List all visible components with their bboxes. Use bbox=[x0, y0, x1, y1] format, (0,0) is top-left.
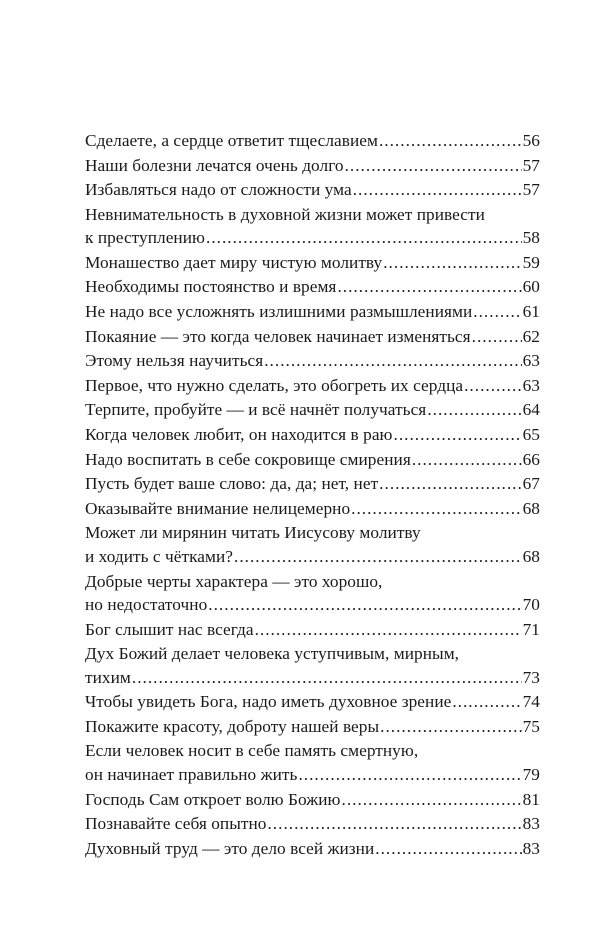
toc-entry-title: Покажите красоту, доброту нашей веры bbox=[85, 716, 380, 736]
toc-entry-title: Оказывайте внимание нелицемерно bbox=[85, 498, 351, 518]
toc-entry bbox=[85, 448, 540, 472]
dot-leader bbox=[132, 666, 522, 690]
dot-leader bbox=[353, 178, 522, 202]
toc-entry-title: Не надо все усложнять излишними размышлениями bbox=[85, 302, 473, 322]
dot-leader bbox=[208, 593, 521, 617]
toc-entry-title: и ходить с чётками? bbox=[85, 546, 233, 566]
toc-entry bbox=[85, 788, 540, 812]
toc-entry-title: Первое, что нужно сделать, это обогреть их сердца bbox=[85, 375, 464, 395]
toc-entry-line bbox=[85, 325, 540, 349]
toc-page-number: 57 bbox=[522, 180, 540, 200]
toc-entry bbox=[85, 349, 540, 373]
toc-page-number: 66 bbox=[522, 449, 540, 469]
dot-leader bbox=[473, 300, 521, 324]
toc-entry-line bbox=[85, 472, 540, 496]
toc-entry-title: Пусть будет ваше слово: да, да; нет, нет bbox=[85, 474, 379, 494]
dot-leader bbox=[255, 618, 522, 642]
toc-entry-title: к преступлению bbox=[85, 228, 205, 248]
dot-leader bbox=[264, 349, 521, 373]
toc-page-number: 68 bbox=[522, 546, 540, 566]
toc-entry-line bbox=[85, 593, 540, 617]
toc-page-number: 61 bbox=[522, 302, 540, 322]
toc-page-number: 83 bbox=[522, 838, 540, 858]
toc-entry-title: Монашество дает миру чистую молитву bbox=[85, 252, 383, 272]
toc-entry bbox=[85, 739, 540, 786]
toc-entry-line bbox=[85, 448, 540, 472]
toc-page-number: 75 bbox=[522, 716, 540, 736]
toc-entry-line bbox=[85, 129, 540, 153]
toc-entry-title: Когда человек любит, он находится в раю bbox=[85, 425, 393, 445]
toc-entry-line bbox=[85, 837, 540, 861]
toc-entry-line bbox=[85, 423, 540, 447]
toc-entry-line bbox=[85, 275, 540, 299]
toc-entry-line bbox=[85, 521, 540, 545]
toc-entry-line bbox=[85, 788, 540, 812]
toc-page-number: 58 bbox=[522, 228, 540, 248]
toc-entry bbox=[85, 251, 540, 275]
toc-entry-title: но недостаточно bbox=[85, 595, 208, 614]
toc-entry-title: Чтобы увидеть Бога, надо иметь духовное зрение bbox=[85, 692, 452, 712]
toc-entry-title: Этому нельзя научиться bbox=[85, 351, 264, 371]
toc-entry bbox=[85, 472, 540, 496]
toc-entry bbox=[85, 154, 540, 178]
toc-entry bbox=[85, 423, 540, 447]
dot-leader bbox=[452, 690, 521, 714]
toc-page-number: 83 bbox=[522, 814, 540, 834]
toc-entry-title: тихим bbox=[85, 667, 131, 687]
toc-entry-line bbox=[85, 642, 540, 666]
toc-page-number: 73 bbox=[522, 667, 540, 687]
toc-entry-line bbox=[85, 398, 540, 422]
toc-entry-line bbox=[85, 690, 540, 714]
dot-leader bbox=[345, 154, 522, 178]
dot-leader bbox=[375, 837, 521, 861]
toc-entry-title: Духовный труд — это дело всей жизни bbox=[85, 838, 375, 858]
toc-entry-line bbox=[85, 715, 540, 739]
toc-entry-title: Бог слышит нас всегда bbox=[85, 619, 254, 639]
toc-page-number: 70 bbox=[522, 595, 540, 614]
dot-leader bbox=[337, 275, 521, 299]
toc-entry bbox=[85, 812, 540, 836]
toc-entry-title: Покаяние — это когда человек начинает изменяться bbox=[85, 326, 471, 346]
toc-page-number: 74 bbox=[522, 692, 540, 712]
toc-entry-title: Наши болезни лечатся очень долго bbox=[85, 155, 344, 175]
toc-entry-line bbox=[85, 251, 540, 275]
dot-leader bbox=[380, 715, 521, 739]
dot-leader bbox=[206, 226, 522, 250]
toc-entry-title: он начинает правильно жить bbox=[85, 764, 298, 784]
toc-page-number: 64 bbox=[522, 400, 540, 420]
toc-entry bbox=[85, 398, 540, 422]
toc-entry bbox=[85, 129, 540, 153]
dot-leader bbox=[351, 497, 521, 521]
dot-leader bbox=[379, 129, 522, 153]
toc-entry-line bbox=[85, 739, 540, 763]
dot-leader bbox=[342, 788, 522, 812]
toc-entry-line bbox=[85, 497, 540, 521]
toc-page-number: 63 bbox=[522, 351, 540, 371]
toc-entry-title: Добрые черты характера — это хорошо, bbox=[85, 571, 383, 591]
toc-entry bbox=[85, 690, 540, 714]
toc-entry bbox=[85, 570, 540, 617]
dot-leader bbox=[412, 448, 522, 472]
toc-entry-line bbox=[85, 300, 540, 324]
toc-entry bbox=[85, 837, 540, 861]
toc-entry-title: Необходимы постоянство и время bbox=[85, 277, 337, 297]
toc-entry bbox=[85, 374, 540, 398]
toc-entry-title: Надо воспитать в себе сокровище смирения bbox=[85, 449, 411, 469]
toc-entry-line bbox=[85, 812, 540, 836]
toc-entry-line bbox=[85, 226, 540, 250]
toc-entry-title: Терпите, пробуйте — и всё начнёт получаться bbox=[85, 400, 427, 420]
toc-entry-line bbox=[85, 203, 540, 227]
toc-entry-title: Избавляться надо от сложности ума bbox=[85, 180, 352, 200]
toc-page-number: 62 bbox=[522, 326, 540, 346]
toc-page-number: 71 bbox=[522, 619, 540, 639]
toc-page-number: 68 bbox=[522, 498, 540, 518]
toc-entry-line bbox=[85, 666, 540, 690]
toc-page-number: 81 bbox=[522, 789, 540, 809]
toc-page-number: 59 bbox=[522, 252, 540, 272]
toc-entry-line bbox=[85, 618, 540, 642]
toc-page-number: 79 bbox=[522, 764, 540, 784]
toc-entry-title: Господь Сам откроет волю Божию bbox=[85, 789, 341, 809]
toc-entry-line bbox=[85, 178, 540, 202]
toc-entry bbox=[85, 715, 540, 739]
toc-entry-line bbox=[85, 570, 540, 594]
dot-leader bbox=[383, 251, 521, 275]
toc-page-number: 56 bbox=[522, 131, 540, 150]
toc-entry-title: Сделаете, а сердце ответит тщеславием bbox=[85, 131, 378, 150]
toc-entry-line bbox=[85, 349, 540, 373]
toc-page-number: 63 bbox=[522, 375, 540, 395]
toc-entry bbox=[85, 203, 540, 250]
toc-page-number: 65 bbox=[522, 425, 540, 445]
toc-page-number: 67 bbox=[522, 474, 540, 494]
toc-entry bbox=[85, 325, 540, 349]
toc-entry-title: Может ли мирянин читать Иисусову молитву bbox=[85, 523, 421, 543]
toc-entry-line bbox=[85, 374, 540, 398]
toc-entry bbox=[85, 178, 540, 202]
toc-page-number: 57 bbox=[522, 155, 540, 175]
dot-leader bbox=[379, 472, 521, 496]
toc-entry-line bbox=[85, 154, 540, 178]
toc-entry-line bbox=[85, 763, 540, 787]
toc-entry-title: Невнимательность в духовной жизни может привести bbox=[85, 204, 485, 224]
toc-entry-title: Познавайте себя опытно bbox=[85, 814, 267, 834]
toc-entry bbox=[85, 642, 540, 689]
toc-entry bbox=[85, 275, 540, 299]
toc-page-number: 60 bbox=[522, 277, 540, 297]
toc-entry bbox=[85, 497, 540, 521]
dot-leader bbox=[472, 325, 522, 349]
dot-leader bbox=[464, 374, 522, 398]
dot-leader bbox=[394, 423, 522, 447]
toc-entry bbox=[85, 300, 540, 324]
dot-leader bbox=[298, 763, 521, 787]
dot-leader bbox=[234, 545, 522, 569]
table-of-contents bbox=[85, 129, 540, 861]
toc-entry-title: Если человек носит в себе память смертную, bbox=[85, 741, 419, 761]
dot-leader bbox=[267, 812, 521, 836]
toc-entry-line bbox=[85, 545, 540, 569]
toc-entry bbox=[85, 521, 540, 568]
toc-entry bbox=[85, 618, 540, 642]
toc-entry-title: Дух Божий делает человека уступчивым, мирным, bbox=[85, 644, 460, 664]
dot-leader bbox=[427, 398, 521, 422]
